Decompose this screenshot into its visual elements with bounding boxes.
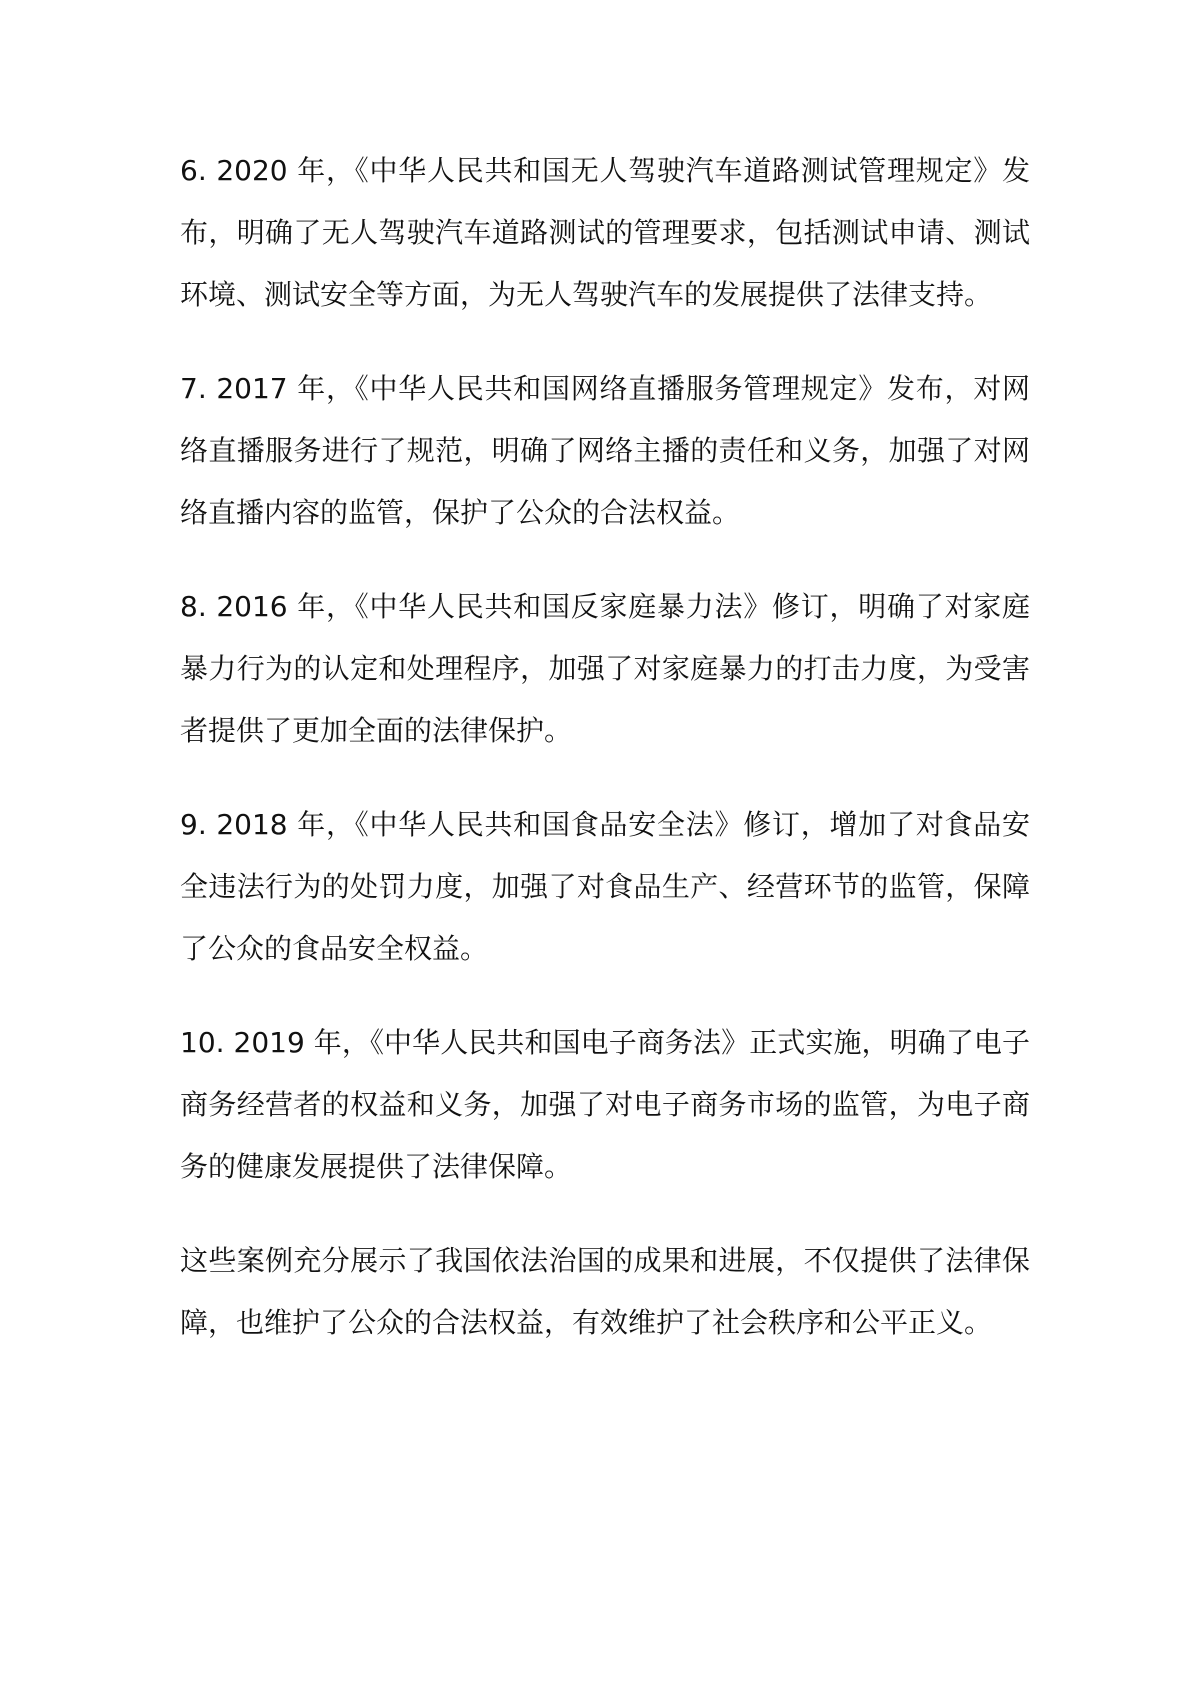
paragraph-item-9: 9. 2018 年，《中华人民共和国食品安全法》修订，增加了对食品安全违法行为的处罚力度，加强了对食品生产、经营环节的监管，保障了公众的食品安全权益。 (180, 808, 1030, 965)
paragraph-item-10: 10. 2019 年，《中华人民共和国电子商务法》正式实施，明确了电子商务经营者的权益和义务，加强了对电子商务市场的监管，为电子商务的健康发展提供了法律保障。 (180, 1026, 1030, 1183)
paragraph-item-8: 8. 2016 年，《中华人民共和国反家庭暴力法》修订，明确了对家庭暴力行为的认定和处理程序，加强了对家庭暴力的打击力度，为受害者提供了更加全面的法律保护。 (180, 590, 1030, 747)
summary-paragraph: 这些案例充分展示了我国依法治国的成果和进展，不仅提供了法律保障，也维护了公众的合法权益，有效维护了社会秩序和公平正义。 (180, 1244, 1030, 1339)
document-body (180, 140, 1030, 1386)
paragraph-item-7: 7. 2017 年，《中华人民共和国网络直播服务管理规定》发布，对网络直播服务进行了规范，明确了网络主播的责任和义务，加强了对网络直播内容的监管，保护了公众的合法权益。 (180, 372, 1030, 529)
paragraph-item-6: 6. 2020 年，《中华人民共和国无人驾驶汽车道路测试管理规定》发布，明确了无人驾驶汽车道路测试的管理要求，包括测试申请、测试环境、测试安全等方面，为无人驾驶汽车的发展提供了法律支持。 (180, 154, 1030, 311)
